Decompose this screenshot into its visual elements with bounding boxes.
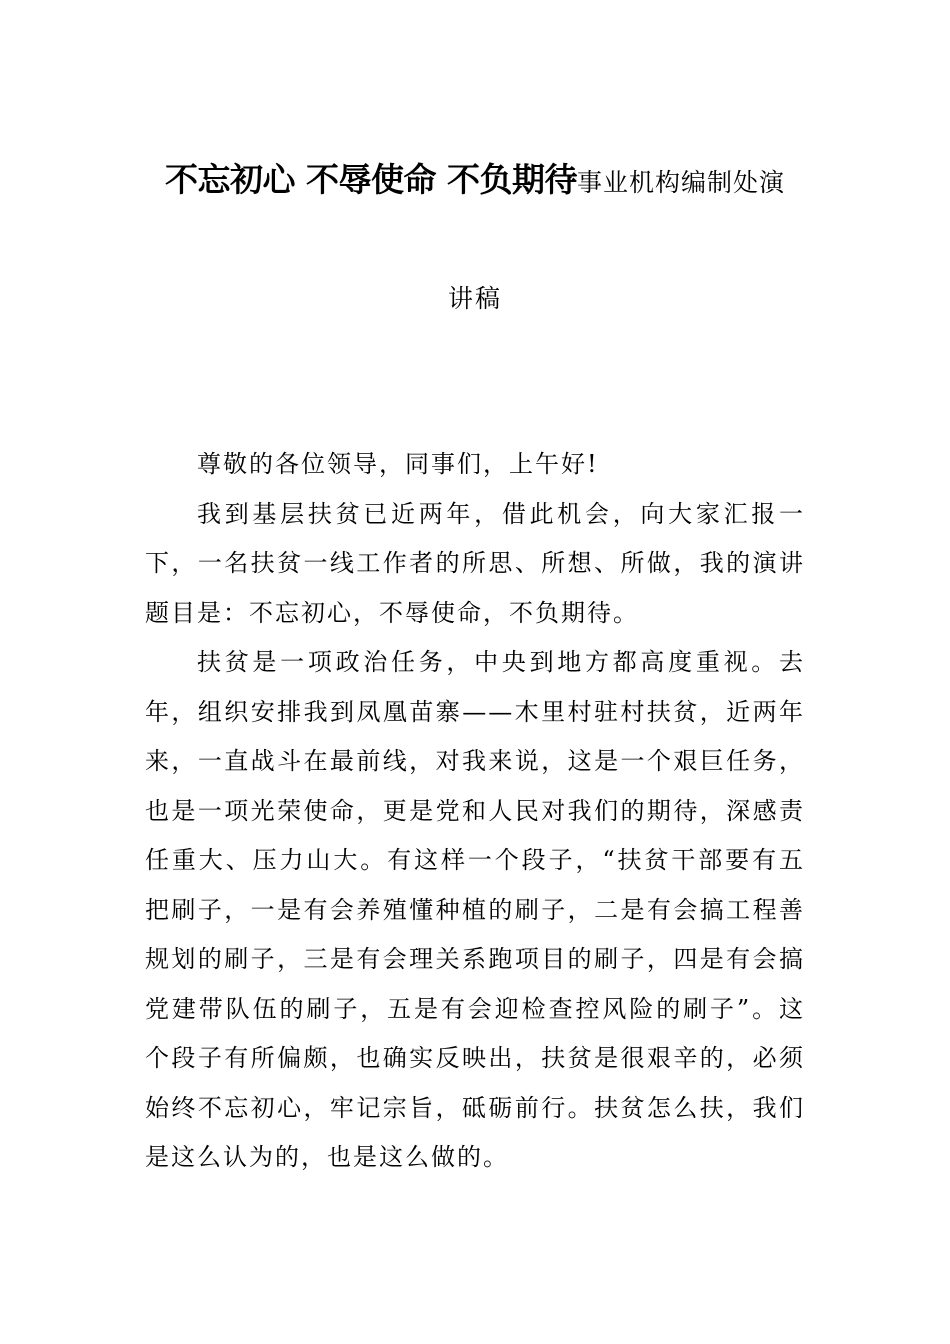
title-bold-part: 不忘初心 不辱使命 不负期待: [165, 160, 577, 199]
document-body: [145, 440, 805, 1183]
greeting-paragraph: 尊敬的各位领导，同事们，上午好!: [197, 450, 599, 478]
document-title: [0, 155, 950, 313]
main-paragraph: 扶贫是一项政治任务，中央到地方都高度重视。去年，组织安排我到凤凰苗寨——木里村驻村扶贫，近两年来，一直战斗在最前线，对我来说，这是一个艰巨任务，也是一项光荣使命，更是党和人民对我们的期待，深感责任重大、压力山大。有这样一个段子，“扶贫干部要有五把刷子，一是有会养殖懂种植的刷子，二是有会搞工程善规划的刷子，三是有会理关系跑项目的刷子，四是有会搞党建带队伍的刷子，五是有会迎检查控风险的刷子”。这个段子有所偏颇，也确实反映出，扶贫是很艰辛的，必须始终不忘初心，牢记宗旨，砥砺前行。扶贫怎么扶，我们是这么认为的，也是这么做的。: [145, 648, 805, 1171]
title-second-line: 讲稿: [447, 284, 502, 313]
intro-paragraph: 我到基层扶贫已近两年，借此机会，向大家汇报一下，一名扶贫一线工作者的所思、所想、所做，我的演讲题目是：不忘初心，不辱使命，不负期待。: [145, 499, 805, 627]
title-first-line: [0, 155, 950, 212]
title-normal-part: 事业机构编制处演: [576, 168, 785, 197]
